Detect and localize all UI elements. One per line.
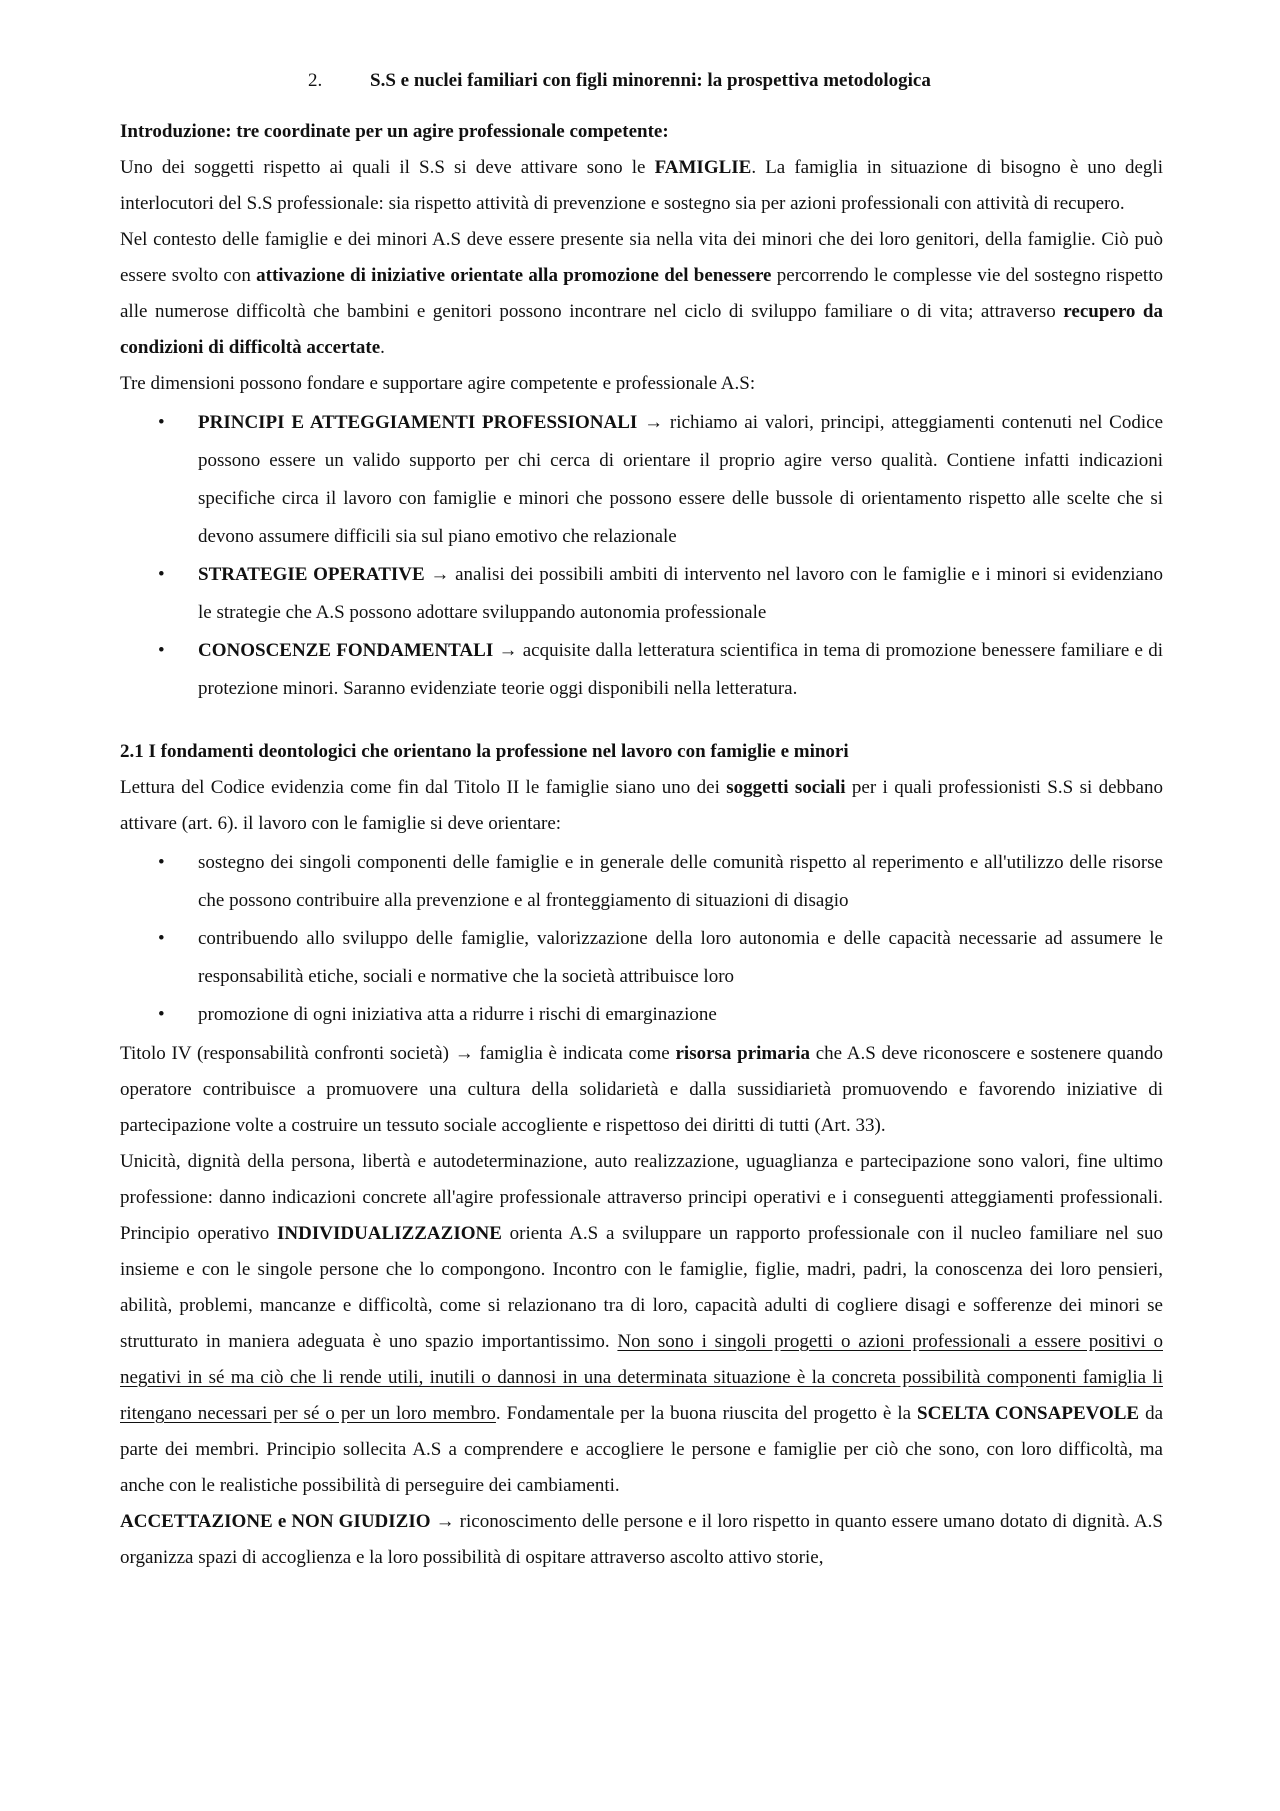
section-paragraph-3: Unicità, dignità della persona, libertà e autodeterminazione, auto realizzazione, uguaglianza e partecipazione sono valori, fine ultimo professione: danno indicazioni concrete all'agire professionale attraverso principi operativi e i conseguenti atteggiamenti professionali. Principio operativo INDIVIDUALIZZAZIONE orienta A.S a sviluppare un rapporto professionale con il nucleo familiare nel suo insieme e con le singole persone che lo compongono. Incontro con le famiglie, figlie, madri, padri, la conoscenza dei loro pensieri, abilità, problemi, mancanze e difficoltà, come si relazionano tra di loro, capacità adulti di cogliere disagi e sofferenze dei minori se strutturato in maniera adeguata è uno spazio importantissimo. Non sono i singoli progetti o azioni professionali a essere positivi o negativi in sé ma ciò che li rende utili, inutili o dannosi in una determinata situazione è la concreta possibilità componenti famiglia li ritengano necessari per sé o per un loro membro. Fondamentale per la buona riuscita del progetto è la SCELTA CONSAPEVOLE da parte dei membri. Principio sollecita A.S a comprendere e accogliere le persone e famiglie per ciò che sono, con loro difficoltà, ma anche con le realistiche possibilità di perseguire dei cambiamenti. bbox=[120, 1151, 1163, 1496]
chapter-heading bbox=[120, 70, 1163, 92]
intro-bullet-list bbox=[120, 404, 1163, 708]
bullet-icon: • bbox=[158, 852, 165, 873]
section-paragraph-4: ACCETTAZIONE e NON GIUDIZIO → riconoscimento delle persone e il loro rispetto in quanto essere umano dotato di dignità. A.S organizza spazi di accoglienza e la loro possibilità di ospitare attraverso ascolto attivo storie, bbox=[120, 1511, 1163, 1568]
bullet-icon: • bbox=[158, 564, 165, 585]
chapter-title: S.S e nuclei familiari con figli minorenni: la prospettiva metodologica bbox=[370, 70, 931, 91]
list-item: • sostegno dei singoli componenti delle famiglie e in generale delle comunità rispetto al reperimento e all'utilizzo delle risorse che possono contribuire alla prevenzione e al fronteggiamento di situazioni di disagio bbox=[120, 844, 1163, 920]
intro-paragraph-2: Nel contesto delle famiglie e dei minori A.S deve essere presente sia nella vita dei minori che dei loro genitori, della famiglie. Ciò può essere svolto con attivazione di iniziative orientate alla promozione del benessere percorrendo le complesse vie del sostegno rispetto alle numerose difficoltà che bambini e genitori possono incontrare nel ciclo di sviluppo familiare o di vita; attraverso recupero da condizioni di difficoltà accertate. bbox=[120, 229, 1163, 358]
document-page bbox=[120, 64, 1163, 1576]
section-2-1-heading: 2.1 I fondamenti deontologici che orientano la professione nel lavoro con famiglie e minori bbox=[120, 741, 849, 762]
list-item: • promozione di ogni iniziativa atta a ridurre i rischi di emarginazione bbox=[120, 996, 1163, 1034]
section-bullet-list bbox=[120, 844, 1163, 1034]
intro-paragraph-3: Tre dimensioni possono fondare e supportare agire competente e professionale A.S: bbox=[120, 373, 756, 394]
section-paragraph-2: Titolo IV (responsabilità confronti società) → famiglia è indicata come risorsa primaria che A.S deve riconoscere e sostenere quando operatore contribuisce a promuovere una cultura della solidarietà e dalla sussidiarietà promuovendo e favorendo iniziative di partecipazione volte a costruire un tessuto sociale accogliente e rispettoso dei diritti di tutti (Art. 33). bbox=[120, 1043, 1163, 1136]
list-item: • contribuendo allo sviluppo delle famiglie, valorizzazione della loro autonomia e delle capacità necessarie ad assumere le responsabilità etiche, sociali e normative che la società attribuisce loro bbox=[120, 920, 1163, 996]
list-item: • STRATEGIE OPERATIVE → analisi dei possibili ambiti di intervento nel lavoro con le famiglie e i minori si evidenziano le strategie che A.S possono adottare sviluppando autonomia professionale bbox=[120, 556, 1163, 632]
list-item: • PRINCIPI E ATTEGGIAMENTI PROFESSIONALI → richiamo ai valori, principi, atteggiamenti contenuti nel Codice possono essere un valido supporto per chi cerca di orientare il proprio agire verso qualità. Contiene infatti indicazioni specifiche circa il lavoro con famiglie e minori che possono essere delle bussole di orientamento rispetto alle scelte che si devono assumere difficili sia sul piano emotivo che relazionale bbox=[120, 404, 1163, 556]
section-paragraph-1: Lettura del Codice evidenzia come fin dal Titolo II le famiglie siano uno dei soggetti sociali per i quali professionisti S.S si debbano attivare (art. 6). il lavoro con le famiglie si deve orientare: bbox=[120, 777, 1163, 834]
list-item: • CONOSCENZE FONDAMENTALI → acquisite dalla letteratura scientifica in tema di promozione benessere familiare e di protezione minori. Saranno evidenziate teorie oggi disponibili nella letteratura. bbox=[120, 632, 1163, 708]
bullet-icon: • bbox=[158, 412, 165, 433]
underlined-passage: Non sono i singoli progetti o azioni professionali a essere positivi o negativi in sé ma ciò che li rende utili, inutili o dannosi in una determinata situazione è la concreta possibilità componenti famiglia li ritengano necessari per sé o per un loro membro bbox=[120, 1331, 1163, 1424]
intro-heading: Introduzione: tre coordinate per un agire professionale competente: bbox=[120, 121, 669, 142]
bullet-icon: • bbox=[158, 1004, 165, 1025]
bullet-icon: • bbox=[158, 928, 165, 949]
intro-paragraph-1: Uno dei soggetti rispetto ai quali il S.S si deve attivare sono le FAMIGLIE. La famiglia in situazione di bisogno è uno degli interlocutori del S.S professionale: sia rispetto attività di prevenzione e sostegno sia per azioni professionali con attività di recupero. bbox=[120, 157, 1163, 214]
chapter-number: 2. bbox=[308, 70, 323, 91]
bullet-icon: • bbox=[158, 640, 165, 661]
